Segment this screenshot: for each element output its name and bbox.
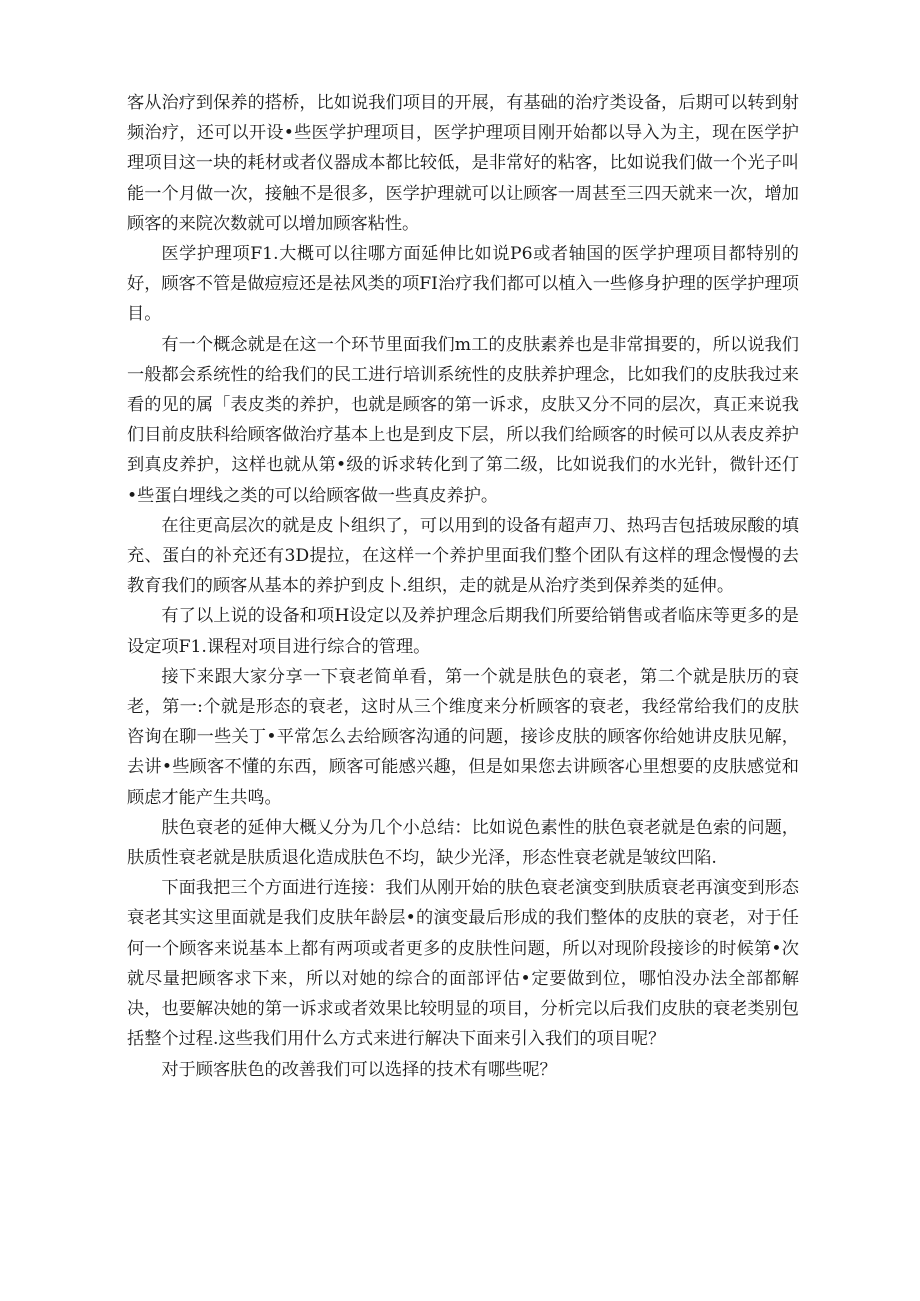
paragraph-4: 在往更高层次的就是皮卜组织了，可以用到的设备有超声刀、热玛吉包括玻尿酸的填充、蛋白的补充还有3D提拉，在这样一个养护里面我们整个团队有这样的理念慢慢的去教育我们的顾客从基本的养护到皮卜.组织，走的就是从治疗类到保养类的延伸。	[127, 515, 799, 597]
paragraph-1: 客从治疗到保养的搭桥，比如说我们项目的开展，有基础的治疗类设备，后期可以转到射频治疗，还可以开设•些医学护理项目，医学护理项目刚开始都以导入为主，现在医学护理项目这一块的耗材或者仪器成本都比较低，是非常好的粘客，比如说我们做一个光子叫能一个月做一次，接触不是很多，医学护理就可以让顾客一周甚至三四天就来一次，增加顾客的来院次数就可以增加顾客粘性。	[127, 93, 799, 234]
document-body	[127, 88, 799, 1085]
paragraph-5: 有了以上说的设备和项H设定以及养护理念后期我们所要给销售或者临床等更多的是设定项F1.课程对项目进行综合的管理。	[127, 606, 799, 657]
paragraph-9: 对于顾客肤色的改善我们可以选择的技术有哪些呢？	[161, 1059, 557, 1080]
paragraph-8: 下面我把三个方面进行连接：我们从刚开始的肤色衰老演变到肤质衰老再演变到形态衰老其实这里面就是我们皮肤年龄层•的演变最后形成的我们整体的皮肤的衰老，对于任何一个顾客来说基本上都有两项或者更多的皮肤性问题，所以对现阶段接诊的时候第•次就尽量把顾客求下来，所以对她的综合的面部评估•定要做到位，哪怕没办法全部都解决，也要解决她的第一诉求或者效果比较明显的项目，分析完以后我们皮肤的衰老类别包括整个过程.这些我们用什么方式来进行解决下面来引入我们的项目呢？	[127, 878, 799, 1050]
paragraph-2: 医学护理项F1.大概可以往哪方面延伸比如说P6或者轴国的医学护理项目都特别的好，顾客不管是做痘痘还是祛风类的项FI治疗我们都可以植入一些修身护理的医学护理项目。	[127, 244, 799, 325]
paragraph-6: 接下来跟大家分享一下衰老简单看，第一个就是肤色的衰老，第二个就是肤历的衰老，第一:个就是形态的衰老，这时从三个维度来分析顾客的衰老，我经常给我们的皮肤咨询在聊一些关丁•平常怎么去给顾客沟通的问题，接诊皮肤的顾客你给她讲皮肤见解，去讲•些顾客不懂的东西，顾客可能感兴趣，但是如果您去讲顾客心里想要的皮肤感觉和顾虑才能产生共鸣。	[127, 666, 799, 808]
paragraph-3: 有一个概念就是在这一个环节里面我们m工的皮肤素养也是非常揖要的，所以说我们一般都会系统性的给我们的民工进行培训系统性的皮肤养护理念，比如我们的皮肤我过来看的见的属「表皮类的养护，也就是顾客的第一诉求，皮肤又分不同的层次，真正来说我们目前皮肤科给顾客做治疗基本上也是到皮下层，所以我们给顾客的时候可以从表皮养护到真皮养护，这样也就从第•级的诉求转化到了第二级，比如说我们的水光针，微针还仃•些蛋白埋线之类的可以给顾客做一些真皮养护。	[127, 334, 799, 506]
paragraph-7: 肤色衰老的延伸大概乂分为几个小总结：比如说色素性的肤色衰老就是色索的问题，肤质性衰老就是肤质退化造成肤色不均，缺少光泽，形态性衰老就是皱纹凹陷.	[127, 817, 799, 869]
